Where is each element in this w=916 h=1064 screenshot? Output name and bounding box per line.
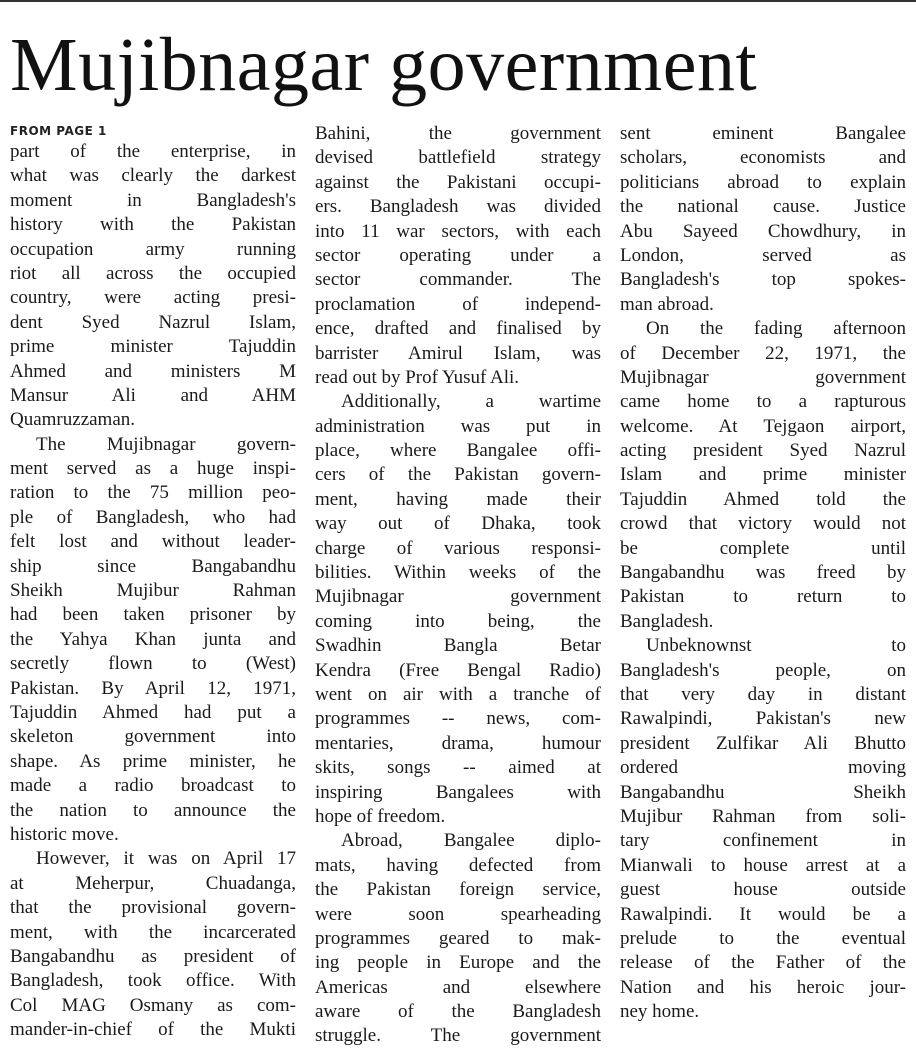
text-line: tary confinement in [620, 830, 906, 852]
text-line: Additionally, a wartime [341, 391, 601, 413]
text-line: read out by Prof Yusuf Ali. [315, 366, 520, 388]
text-line: programmes -- news, com- [315, 708, 601, 730]
text-line: Abroad, Bangalee diplo- [341, 830, 601, 852]
text-line: ration to the 75 million peo- [10, 482, 296, 504]
text-line: proclamation of independ- [315, 293, 601, 315]
text-line: acting president Syed Nazrul [620, 440, 906, 462]
text-line: the Pakistan foreign service, [315, 879, 601, 901]
text-line: barrister Amirul Islam, was [315, 342, 601, 364]
text-line: Pakistan to return to [620, 586, 906, 608]
text-line: country, were acting presi- [10, 287, 296, 309]
text-line: shape. As prime minister, he [10, 750, 296, 772]
text-line: Americas and elsewhere [315, 976, 601, 998]
text-line: mander-in-chief of the Mukti [10, 1019, 296, 1041]
text-line: mats, having defected from [315, 854, 601, 876]
text-line: politicians abroad to explain [620, 171, 906, 193]
text-line: Mujibur Rahman from soli- [620, 805, 906, 827]
text-line: riot all across the occupied [10, 262, 296, 284]
text-line: However, it was on April 17 [36, 848, 296, 870]
text-line: ship since Bangabandhu [10, 555, 296, 577]
text-line: Bangladesh. [620, 610, 714, 632]
text-line: president Zulfikar Ali Bhutto [620, 732, 906, 754]
text-line: Bangladesh's top spokes- [620, 269, 906, 291]
text-line: at Meherpur, Chuadanga, [10, 872, 296, 894]
text-line: that the provisional govern- [10, 897, 296, 919]
text-line: sent eminent Bangalee [620, 123, 906, 144]
article-body [10, 122, 906, 1062]
top-rule [0, 0, 916, 2]
text-line: Bangabandhu as president of [10, 945, 296, 967]
text-line: Bangladesh, took office. With [10, 970, 296, 992]
text-line: against the Pakistani occupi- [315, 171, 601, 193]
kicker: FROM PAGE 1 [10, 124, 107, 138]
text-line: aware of the Bangladesh [315, 1001, 601, 1023]
text-line: Ahmed and ministers M [10, 360, 296, 382]
text-line: Bangabandhu was freed by [620, 562, 906, 584]
text-line: Nation and his heroic jour- [620, 976, 906, 998]
text-line: London, served as [620, 244, 906, 266]
text-line: charge of various responsi- [315, 537, 601, 559]
text-line: felt lost and without leader- [10, 531, 296, 553]
text-line: Quamruzzaman. [10, 409, 136, 431]
text-line: coming into being, the [315, 610, 601, 632]
text-line: ordered moving [620, 757, 906, 779]
text-line: Unbeknownst to [646, 635, 906, 657]
text-line: Mansur Ali and AHM [10, 384, 296, 406]
text-line: dent Syed Nazrul Islam, [10, 311, 296, 333]
text-line: secretly flown to (West) [10, 653, 296, 675]
text-line: Abu Sayeed Chowdhury, in [620, 220, 906, 242]
column-2 [315, 122, 601, 1062]
text-line: programmes geared to mak- [315, 927, 601, 949]
text-line: Mujibnagar government [315, 586, 601, 608]
text-line: Rawalpindi, Pakistan's new [620, 708, 906, 730]
text-line: administration was put in [315, 415, 601, 437]
text-line: prime minister Tajuddin [10, 336, 296, 358]
text-line: moment in Bangladesh's [10, 189, 296, 211]
text-line: scholars, economists and [620, 147, 906, 169]
text-line: bilities. Within weeks of the [315, 562, 601, 584]
headline: Mujibnagar government [10, 23, 758, 107]
text-line: release of the Father of the [620, 952, 906, 974]
text-line: ers. Bangladesh was divided [315, 196, 601, 218]
text-line: On the fading afternoon [646, 318, 906, 340]
text-line: ment, with the incarcerated [10, 921, 296, 943]
text-line: made a radio broadcast to [10, 775, 296, 797]
text-line: historic move. [10, 823, 119, 845]
text-line: crowd that victory would not [620, 513, 906, 535]
text-line: devised battlefield strategy [315, 147, 601, 169]
text-line: part of the enterprise, in [10, 141, 296, 162]
text-line: Mujibnagar government [620, 366, 906, 388]
text-line: what was clearly the darkest [10, 165, 296, 187]
text-line: Swadhin Bangla Betar [315, 635, 601, 657]
text-line: the Yahya Khan junta and [10, 628, 296, 650]
text-line: struggle. The government [315, 1025, 601, 1047]
text-line: the national cause. Justice [620, 196, 906, 218]
text-line: inspiring Bangalees with [315, 781, 601, 803]
text-line: the nation to announce the [10, 799, 296, 821]
text-line: ment, having made their [315, 488, 601, 510]
text-line: Tajuddin Ahmed had put a [10, 701, 296, 723]
text-line: be complete until [620, 537, 906, 559]
text-line: ence, drafted and finalised by [315, 318, 601, 340]
text-line: ment served as a huge inspi- [10, 458, 296, 480]
text-line: Bangabandhu Sheikh [620, 781, 906, 803]
text-line: went on air with a tranche of [315, 683, 601, 705]
text-line: were soon spearheading [315, 903, 601, 925]
text-line: hope of freedom. [315, 805, 446, 827]
text-line: that very day in distant [620, 683, 906, 705]
text-line: guest house outside [620, 879, 906, 901]
text-line: sector operating under a [315, 244, 601, 266]
text-line: of December 22, 1971, the [620, 342, 906, 364]
text-line: ing people in Europe and the [315, 952, 601, 974]
text-line: sector commander. The [315, 269, 601, 291]
text-line: welcome. At Tejgaon airport, [620, 415, 906, 437]
text-line: Col MAG Osmany as com- [10, 994, 296, 1016]
column-3 [620, 122, 906, 1062]
text-line: history with the Pakistan [10, 214, 296, 236]
text-line: came home to a rapturous [620, 391, 906, 413]
text-line: man abroad. [620, 293, 714, 315]
text-line: Pakistan. By April 12, 1971, [10, 677, 296, 699]
column-1 [10, 122, 296, 1062]
text-line: ney home. [620, 1001, 700, 1023]
text-line: occupation army running [10, 238, 296, 260]
text-line: Sheikh Mujibur Rahman [10, 580, 296, 602]
text-line: prelude to the eventual [620, 927, 906, 949]
text-line: Bahini, the government [315, 123, 601, 144]
text-line: mentaries, drama, humour [315, 732, 601, 754]
text-line: Rawalpindi. It would be a [620, 903, 906, 925]
text-line: skeleton government into [10, 726, 296, 748]
text-line: place, where Bangalee offi- [315, 440, 601, 462]
text-line: Mianwali to house arrest at a [620, 854, 906, 876]
text-line: way out of Dhaka, took [315, 513, 601, 535]
text-line: Bangladesh's people, on [620, 659, 906, 681]
text-line: cers of the Pakistan govern- [315, 464, 601, 486]
text-line: into 11 war sectors, with each [315, 220, 601, 242]
text-line: Islam and prime minister [620, 464, 906, 486]
text-line: Tajuddin Ahmed told the [620, 488, 906, 510]
text-line: skits, songs -- aimed at [315, 757, 601, 779]
text-line: Kendra (Free Bengal Radio) [315, 659, 601, 681]
text-line: ple of Bangladesh, who had [10, 506, 296, 528]
text-line: The Mujibnagar govern- [36, 433, 296, 455]
text-line: had been taken prisoner by [10, 604, 296, 626]
